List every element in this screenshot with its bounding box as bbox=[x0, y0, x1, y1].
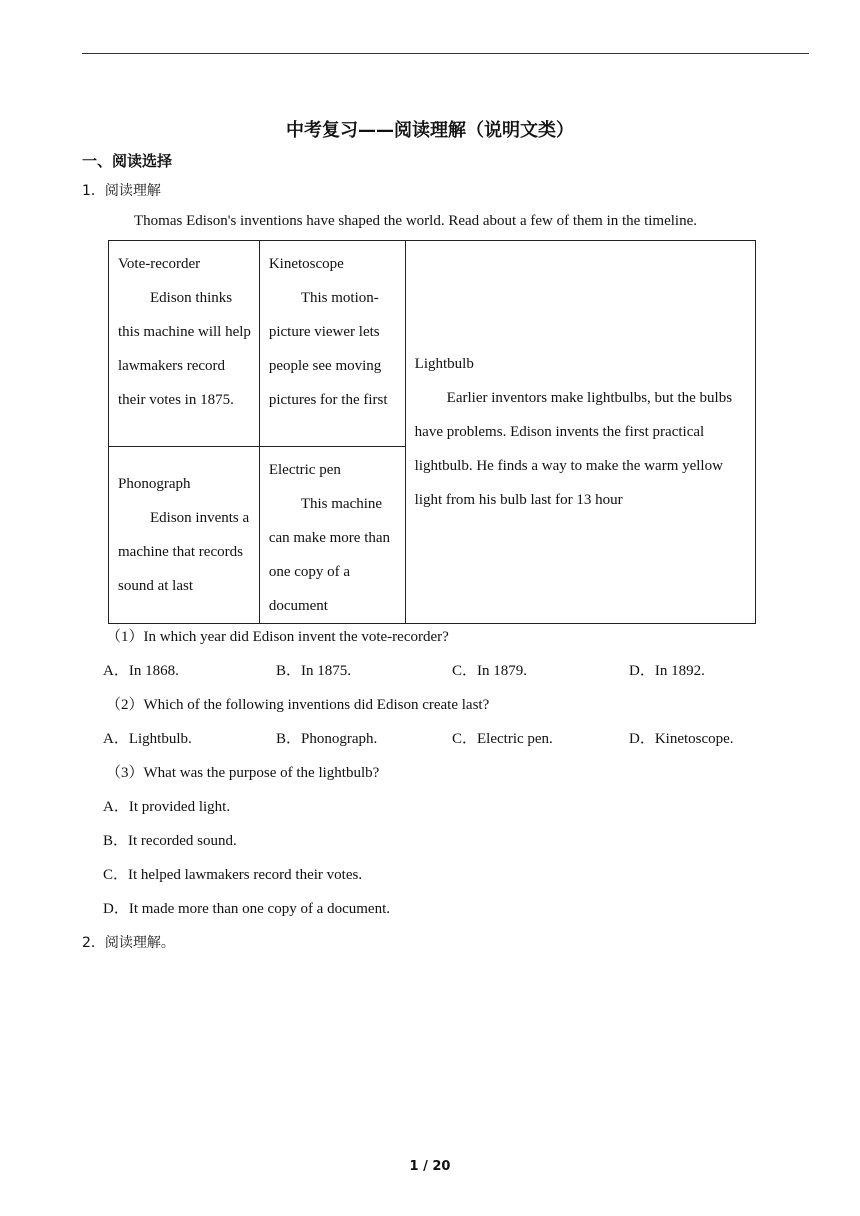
cell-phonograph bbox=[109, 447, 260, 624]
electric-pen-text: This machine can make more than one copy of a document bbox=[268, 496, 391, 614]
cell-lightbulb bbox=[405, 241, 755, 624]
cell-electric-pen bbox=[259, 447, 405, 624]
sub-question-2-option-d[interactable]: D．Kinetoscope. bbox=[629, 731, 734, 747]
lightbulb-text: Earlier inventors make lightbulbs, but the bulbs have problems. Edison invents the first practical lightbulb. He finds a way to make the warm yellow light from his bulb last for 13 hour bbox=[414, 390, 733, 508]
passage-intro: Thomas Edison's inventions have shaped the world. Read about a few of them in the timeline. bbox=[134, 213, 697, 229]
header-rule bbox=[82, 53, 809, 54]
sub-question-1-option-d[interactable]: D．In 1892. bbox=[629, 663, 705, 679]
sub-question-3-option-b[interactable]: B．It recorded sound. bbox=[103, 833, 237, 849]
sub-question-3-option-d[interactable]: D．It made more than one copy of a document. bbox=[103, 901, 390, 917]
sub-question-1-option-c[interactable]: C．In 1879. bbox=[452, 663, 528, 679]
sub-question-3-stem: （3）What was the purpose of the lightbulb? bbox=[106, 765, 380, 781]
kinetoscope-text: This motion-picture viewer lets people see moving pictures for the first bbox=[268, 290, 388, 408]
section-heading: 一、阅读选择 bbox=[82, 152, 173, 170]
sub-question-2-option-b[interactable]: B．Phonograph. bbox=[276, 731, 378, 747]
sub-question-1-option-a[interactable]: A．In 1868. bbox=[103, 663, 179, 679]
vote-recorder-text: Edison thinks this machine will help lawmakers record their votes in 1875. bbox=[118, 290, 251, 408]
question-1-label: 1．阅读理解 bbox=[82, 183, 161, 199]
sub-question-2-option-c[interactable]: C．Electric pen. bbox=[452, 731, 553, 747]
cell-kinetoscope bbox=[259, 241, 405, 447]
electric-pen-title: Electric pen bbox=[268, 462, 341, 478]
lightbulb-title: Lightbulb bbox=[414, 356, 474, 372]
page-title: 中考复习——阅读理解（说明文类） bbox=[286, 120, 574, 141]
timeline-table bbox=[108, 240, 756, 624]
vote-recorder-title: Vote-recorder bbox=[118, 256, 201, 272]
cell-vote-recorder bbox=[109, 241, 260, 447]
phonograph-title: Phonograph bbox=[118, 476, 191, 492]
sub-question-3-option-c[interactable]: C．It helped lawmakers record their votes. bbox=[103, 867, 363, 883]
sub-question-2-option-a[interactable]: A．Lightbulb. bbox=[103, 731, 192, 747]
page-number: 1 / 20 bbox=[409, 1159, 451, 1174]
sub-question-3-option-a[interactable]: A．It provided light. bbox=[103, 799, 231, 815]
sub-question-1-stem: （1）In which year did Edison invent the vote-recorder? bbox=[106, 629, 449, 645]
sub-question-2-stem: （2）Which of the following inventions did Edison create last? bbox=[106, 697, 490, 713]
sub-question-1-option-b[interactable]: B．In 1875. bbox=[276, 663, 352, 679]
kinetoscope-title: Kinetoscope bbox=[268, 256, 344, 272]
question-2-label: 2．阅读理解。 bbox=[82, 935, 175, 951]
phonograph-text: Edison invents a machine that records sound at last bbox=[118, 510, 250, 594]
